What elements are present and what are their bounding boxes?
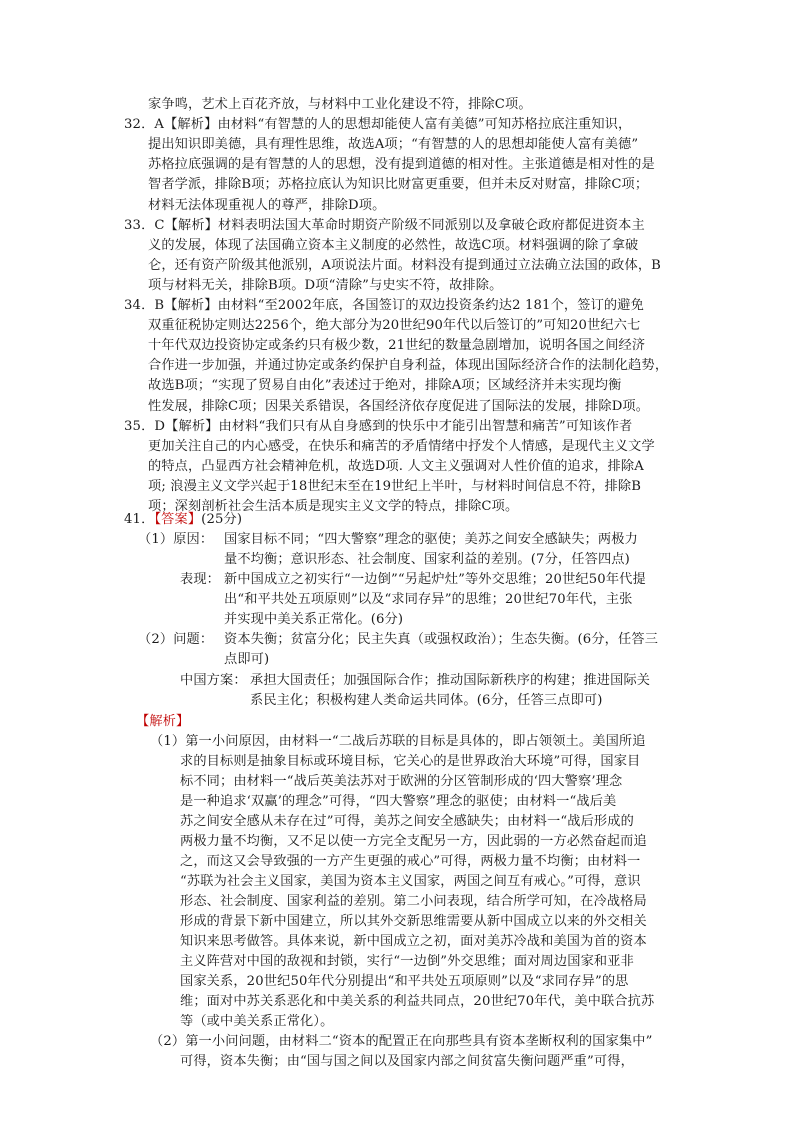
ans2b-label: 中国方案： (180, 673, 247, 688)
explanation-line: 义的发展，体现了法国确立资本主义制度的必然性，故选C项。材料强调的除了拿破 (148, 237, 639, 253)
explanation-line: 更加关注自己的内心感受，在快乐和痛苦的矛盾情绪中抒发个人情感，是现代主义文学 (148, 438, 655, 454)
explanation-line: 的特点，凸显西方社会精神危机，故选D项. 人文主义强调对人性价值的追求，排除A (148, 458, 644, 474)
ans1-line: 国家目标不同；“四大警察”理念的驱使；美苏之间安全感缺失；两极力 (224, 532, 638, 547)
analysis-line: 是一种追求‘双赢’的理念”可得，“四大警察”理念的驱使；由材料一“战后美 (180, 794, 617, 809)
ans1b-line: 新中国成立之初实行“一边倒”“另起炉灶”等外交思维；20世纪50年代提 (224, 572, 646, 587)
ans2-line: 资本失衡；贫富分化；民主失真（或强权政治）；生态失衡。(6分，任答三 (224, 632, 659, 647)
analysis-line: 求的目标则是抽象目标或环境目标，它关心的是世界政治大环境”可得，国家目 (180, 754, 641, 769)
explanation-line: 提出知识即美德，具有理性思维，故选A项；“有智慧的人的思想却能使人富有美德” (148, 137, 639, 153)
ans2b-line: 系民主化；积极构建人类命运共同体。(6分，任答三点即可) (250, 693, 603, 708)
explanation-line: 苏格拉底强调的是有智慧的人的思想，没有提到道德的相对性。主张道德是相对性的是 (148, 157, 655, 173)
ans1b-label: 表现： (180, 572, 221, 587)
q41-score: (25分) (201, 512, 243, 527)
explanation-line: 双重征税协定则达2256个，绝大部分为20世纪90年代以后签订的”可知20世纪六七 (148, 318, 641, 334)
analysis-line: （2）第一小问问题，由材料二“资本的配置正在向那些具有资本垄断权利的国家集中” (150, 1034, 653, 1049)
ans2-line: 点即可) (224, 652, 270, 667)
analysis-line: 之，而这又会导致强的一方产生更强的戒心”可得，两极力量不均衡；由材料一 (180, 854, 641, 869)
analysis-line: 知识来思考做答。具体来说，新中国成立之初，面对美苏冷战和美国为首的资本 (180, 934, 647, 949)
explanation-line: 33．C【解析】材料表明法国大革命时期资产阶级不同派别以及拿破仑政府都促进资本主 (124, 217, 645, 233)
explanation-line: 性发展，排除C项；因果关系错误，各国经济依存度促进了国际法的发展，排除D项。 (148, 398, 650, 414)
explanation-line: 项与材料无关，排除B项。D项“清除”与史实不符，故排除。 (148, 277, 503, 293)
answer-tag: 【答案】 (154, 512, 202, 527)
analysis-line: 国家关系，20世纪50年代分别提出“和平共处五项原则”以及“求同存异”的思 (180, 974, 629, 989)
ans1b-line: 并实现中美关系正常化。(6分) (224, 612, 404, 627)
q41-heading (124, 511, 242, 529)
explanation-line: 材料无法体现重视人的尊严，排除D项。 (148, 197, 386, 213)
analysis-line: “苏联为社会主义国家，美国为资本主义国家，两国之间互有戒心。”可得，意识 (180, 874, 641, 889)
explanation-line: 35．D【解析】由材料“我们只有从自身感到的快乐中才能引出智慧和痛苦”可知该作者 (124, 418, 633, 434)
ans2b-line: 承担大国责任；加强国际合作；推动国际新秩序的构建；推进国际关 (250, 673, 651, 688)
explanation-line: 合作进一步加强，并通过协定或条约保护自身利益，体现出国际经济合作的法制化趋势， (148, 358, 669, 374)
explanation-line: 32．A【解析】由材料“有智慧的人的思想却能使人富有美德”可知苏格拉底注重知识， (124, 117, 632, 133)
analysis-tag: 【解析】 (136, 714, 190, 729)
analysis-line: 标不同；由材料一“战后英美法苏对于欧洲的分区管制形成的‘四大警察’理念 (180, 774, 623, 789)
analysis-line: 主义阵营对中国的敌视和封锁，实行“一边倒”外交思维；面对周边国家和亚非 (180, 954, 634, 969)
ans1b-line: 出“和平共处五项原则”以及“求同存异”的思维；20世纪70年代，主张 (224, 592, 633, 607)
explanation-line: 家争鸣，艺术上百花齐放，与材料中工业化建设不符，排除C项。 (148, 97, 532, 112)
explanation-line: 仑，还有资产阶级其他派别，A项说法片面。材料没有提到通过立法确立法国的政体，B (148, 257, 661, 273)
ans2-label: （2）问题： (138, 632, 214, 647)
analysis-line: 等（或中美关系正常化）。 (180, 1014, 334, 1029)
explanation-line: 十年代双边投资协定或条约只有极少数，21世纪的数量急剧增加，说明各国之间经济 (148, 338, 646, 354)
analysis-line: 维；面对中苏关系恶化和中美关系的利益共同点，20世纪70年代，美中联合抗苏 (180, 994, 655, 1009)
explanation-line: 项；深刻剖析社会生活本质是现实主义文学的特点，排除C项。 (148, 499, 519, 514)
explanation-line: 项; 浪漫主义文学兴起于18世纪末至在19世纪上半叶，与材料时间信息不符，排除B (148, 478, 642, 494)
analysis-line: 两极力量不均衡，又不足以使一方完全支配另一方，因此弱的一方必然奋起而追 (180, 834, 647, 849)
analysis-line: 形态、社会制度、国家利益的差别。第二小问表现，结合所学可知，在冷战格局 (180, 894, 647, 909)
q41-number: 41． (124, 512, 155, 527)
ans1-label: （1）原因： (138, 532, 214, 547)
explanation-line: 故选B项；“实现了贸易自由化”表述过于绝对，排除A项；区域经济并未实现均衡 (148, 378, 622, 394)
explanation-line: 智者学派，排除B项；苏格拉底认为知识比财富更重要，但并未反对财富，排除C项； (148, 177, 649, 193)
ans1-line: 量不均衡；意识形态、社会制度、国家利益的差别。(7分，任答四点) (224, 552, 630, 567)
analysis-line: 苏之间安全感从未存在过”可得，美苏之间安全感缺失；由材料一“战后形成的 (180, 814, 634, 829)
analysis-line: （1）第一小问原因，由材料一“二战后苏联的目标是具体的，即占领领土。美国所追 (150, 734, 646, 749)
analysis-line: 形成的背景下新中国建立，所以其外交新思维需要从新中国成立以来的外交相关 (180, 914, 647, 929)
explanation-line: 34．B【解析】由材料“至2002年底，各国签订的双边投资条约达2 181个，签订的避免 (124, 298, 644, 313)
analysis-line: 可得，资本失衡；由“国与国之间以及国家内部之间贫富失衡问题严重”可得， (180, 1054, 634, 1069)
